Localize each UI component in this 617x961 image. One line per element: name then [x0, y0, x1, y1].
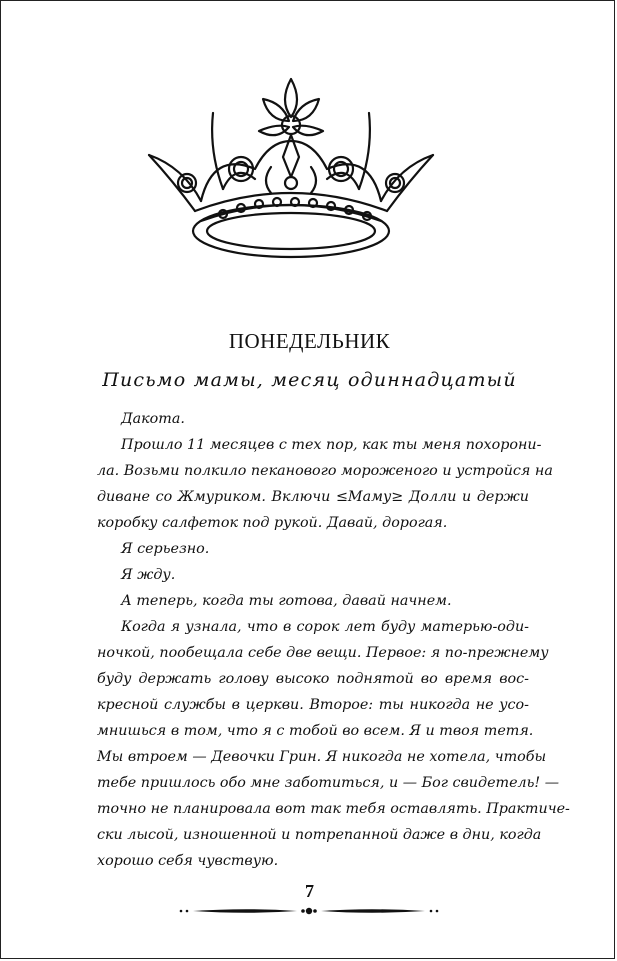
- body-line: коробку салфеток под рукой. Давай, дорогая.: [97, 515, 448, 531]
- body-line: Прошло 11 месяцев с тех пор, как ты меня похорони-: [121, 437, 542, 453]
- body-line: диване со Жмуриком. Включи ≤Маму≥ Долли и держи: [97, 489, 529, 505]
- page-number: 7: [305, 881, 314, 901]
- body-line: мнишься в том, что я с тобой во всем. Я и твоя тетя.: [97, 723, 534, 739]
- body-line: точно не планировала вот так тебя оставлять. Практиче-: [97, 801, 570, 817]
- body-line: ночкой, пообещала себе две вещи. Первое: я по-прежнему: [97, 645, 549, 661]
- section-title: ПОНЕДЕЛЬНИК: [228, 329, 391, 353]
- body-line: А теперь, когда ты готова, давай начнем.: [121, 593, 452, 609]
- body-line: хорошо себя чувствую.: [97, 853, 279, 869]
- letter-title: Письмо мамы, месяц одиннадцатый: [102, 369, 517, 391]
- divider-ornament-icon: [177, 905, 441, 917]
- body-line: тебе пришлось обо мне заботиться, и — Бог свидетель! —: [97, 775, 560, 791]
- body-line: Мы втроем — Девочки Грин. Я никогда не хотела, чтобы: [97, 749, 547, 765]
- body-line: Я жду.: [121, 567, 176, 583]
- body-line: Дакота.: [121, 411, 185, 427]
- crown-icon: [143, 71, 439, 271]
- body-line: Когда я узнала, что в сорок лет буду матерью-оди-: [121, 619, 529, 635]
- body-line: ски лысой, изношенной и потрепанной даже в дни, когда: [97, 827, 542, 843]
- body-line: Я серьезно.: [121, 541, 210, 557]
- body-line: ла. Возьми полкило пеканового мороженого и устройся на: [97, 463, 553, 479]
- body-line: буду держать голову высоко поднятой во время вос-: [97, 671, 529, 687]
- body-line: кресной службы в церкви. Второе: ты никогда не усо-: [97, 697, 529, 713]
